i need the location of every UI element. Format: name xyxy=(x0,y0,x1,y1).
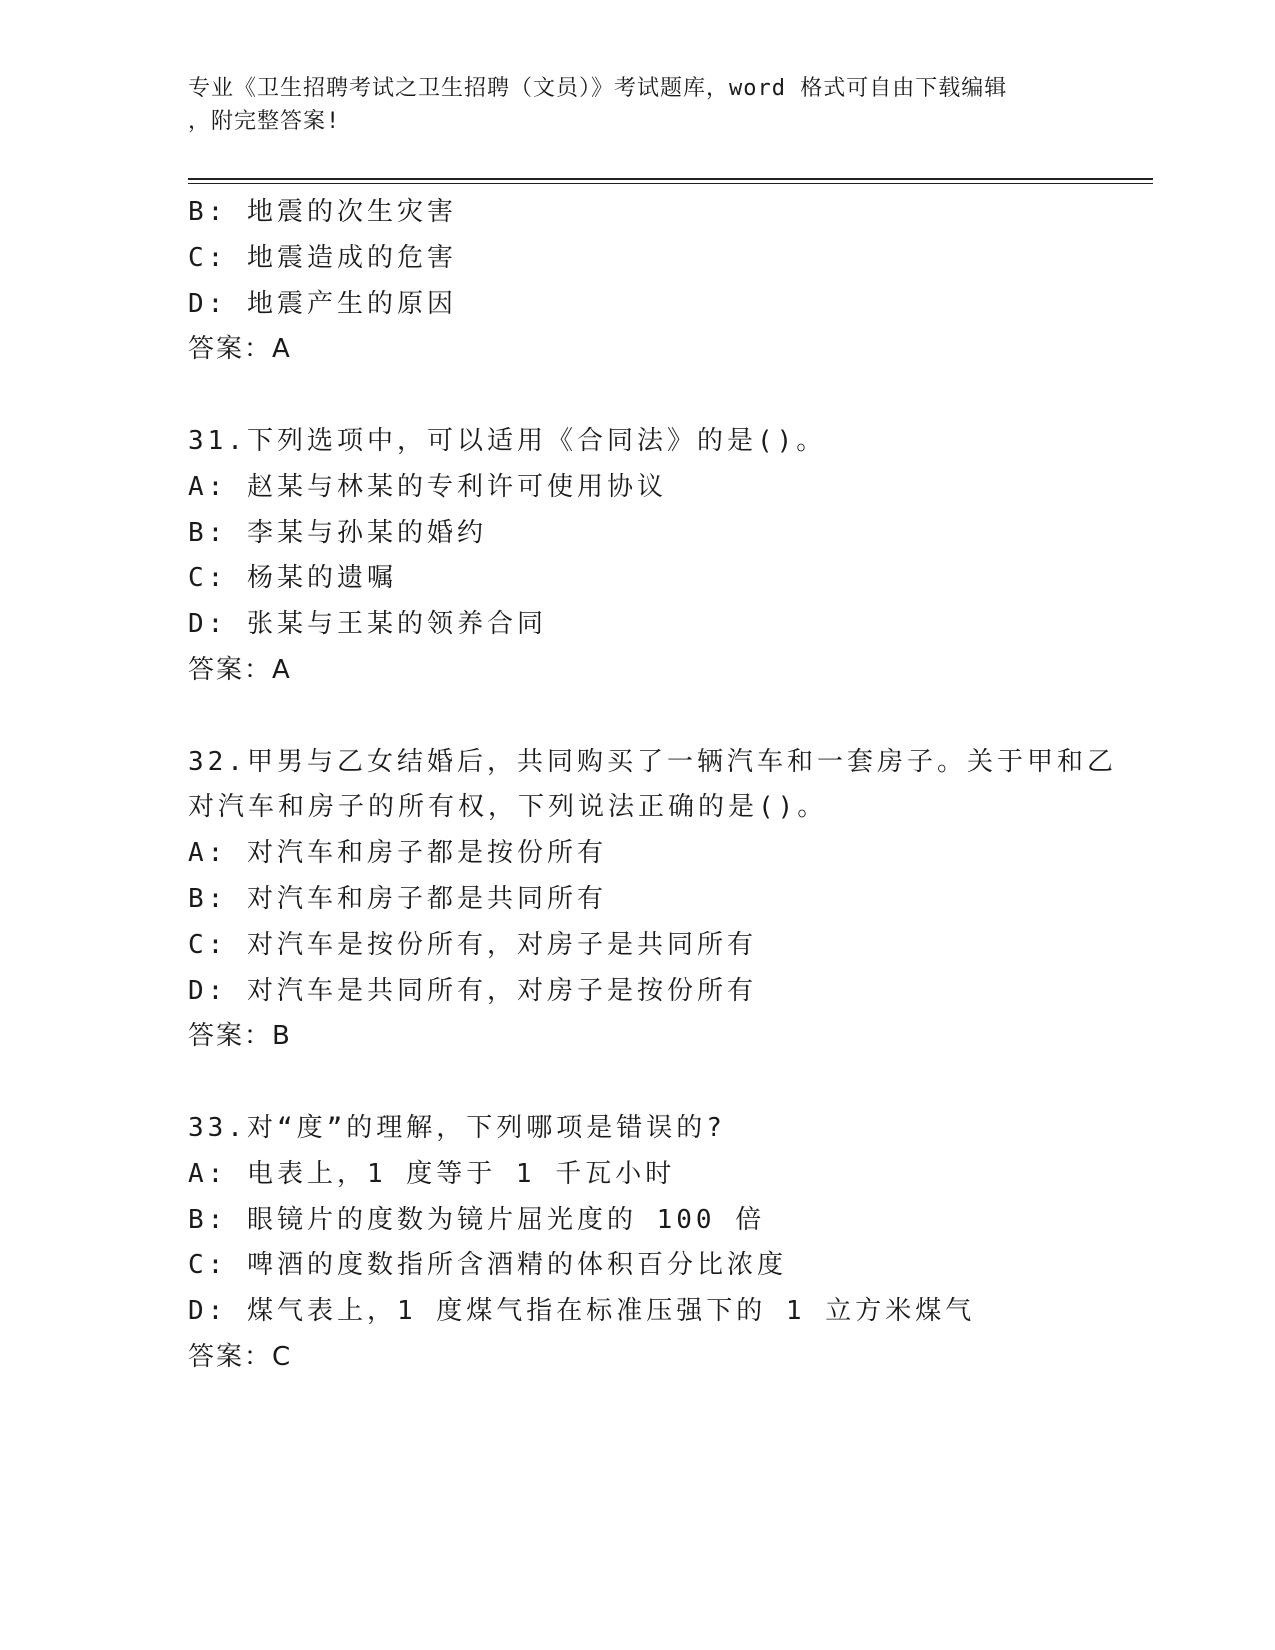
question-32 xyxy=(188,740,1117,1061)
option-b: B: 对汽车和房子都是共同所有 xyxy=(188,883,607,914)
header-divider-thick xyxy=(188,178,1153,180)
option-d: D: 张某与王某的领养合同 xyxy=(188,609,547,640)
option-a: A: 对汽车和房子都是按份所有 xyxy=(188,838,607,869)
header-line-1: 专业《卫生招聘考试之卫生招聘（文员）》考试题库，word 格式可自由下载编辑 xyxy=(188,76,1008,101)
question-31 xyxy=(188,419,1088,694)
question-stem-line-1: 32.甲男与乙女结婚后，共同购买了一辆汽车和一套房子。关于甲和乙 xyxy=(188,746,1117,777)
document-header xyxy=(188,72,1088,138)
option-d: D: 对汽车是共同所有，对房子是按份所有 xyxy=(188,975,757,1006)
question-stem: 33.对“度”的理解，下列哪项是错误的? xyxy=(188,1112,726,1143)
option-d: D: 煤气表上，1 度煤气指在标准压强下的 1 立方米煤气 xyxy=(188,1296,976,1327)
question-stem: 31.下列选项中，可以适用《合同法》的是()。 xyxy=(188,425,827,456)
option-b: B: 李某与孙某的婚约 xyxy=(188,517,487,548)
answer: 答案：B xyxy=(188,1021,292,1052)
answer: 答案：C xyxy=(188,1341,293,1372)
question-list xyxy=(188,190,1117,1381)
option-d: D: 地震产生的原因 xyxy=(188,288,457,319)
header-divider-thin xyxy=(188,183,1153,184)
option-b: B: 地震的次生灾害 xyxy=(188,197,457,227)
question-stem-line-2: 对汽车和房子的所有权，下列说法正确的是()。 xyxy=(188,792,828,823)
question-33 xyxy=(188,1106,1088,1381)
answer: 答案：A xyxy=(188,654,292,685)
option-a: A: 电表上，1 度等于 1 千瓦小时 xyxy=(188,1158,676,1189)
option-c: C: 杨某的遗嘱 xyxy=(188,563,397,594)
option-c: C: 对汽车是按份所有，对房子是共同所有 xyxy=(188,929,757,960)
header-line-2: ，附完整答案! xyxy=(188,109,341,134)
option-b: B: 眼镜片的度数为镜片屈光度的 100 倍 xyxy=(188,1204,766,1235)
option-c: C: 地震造成的危害 xyxy=(188,242,457,273)
question-30-tail xyxy=(188,190,1088,373)
option-c: C: 啤酒的度数指所含酒精的体积百分比浓度 xyxy=(188,1250,787,1281)
option-a: A: 赵某与林某的专利许可使用协议 xyxy=(188,471,667,502)
answer: 答案：A xyxy=(188,334,292,365)
